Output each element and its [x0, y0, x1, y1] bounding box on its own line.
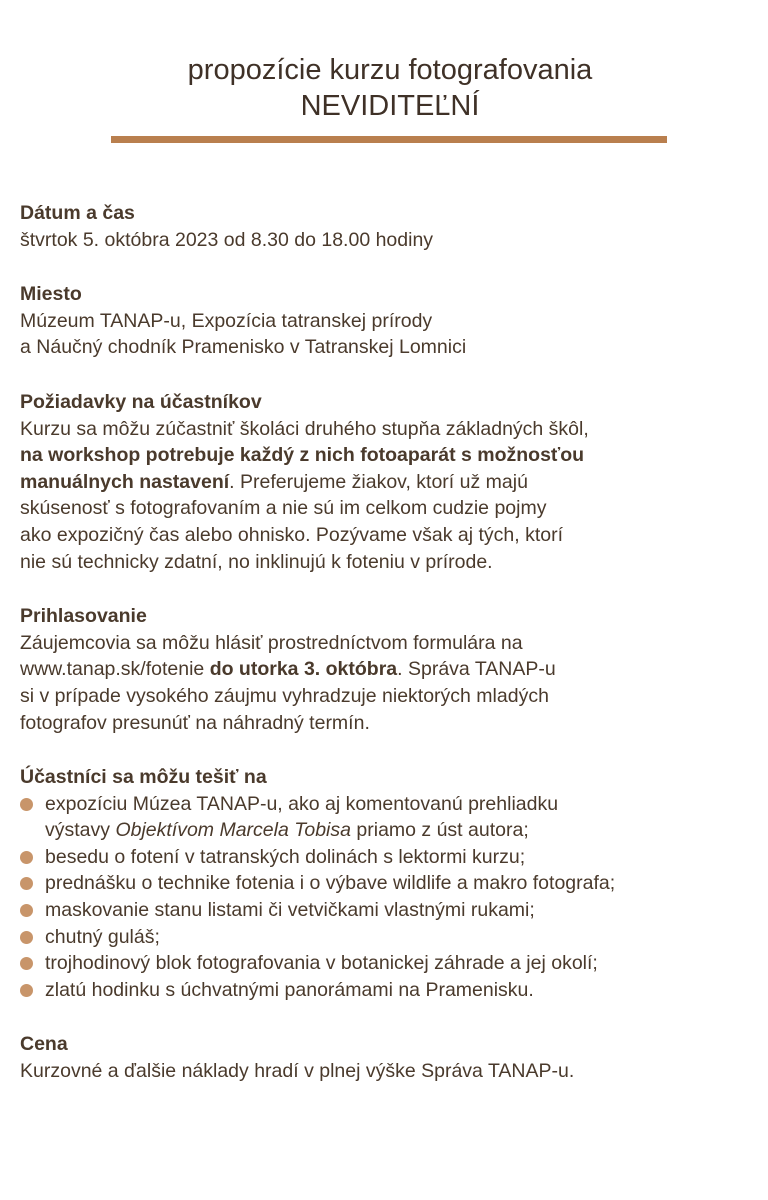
benefit-4: maskovanie stanu listami či vetvičkami vlastnými rukami;	[45, 899, 535, 922]
benefit-7: zlatú hodinku s úchvatnými panorámami na Pramenisku.	[45, 978, 534, 1001]
section-heading-requirements: Požiadavky na účastníkov	[20, 390, 262, 413]
section-heading-date: Dátum a čas	[20, 202, 135, 224]
section-price	[20, 1031, 750, 1084]
exhibition-title: Objektívom Marcela Tobisa	[115, 819, 351, 842]
list-item	[20, 870, 750, 897]
registration-url: www.tanap.sk/fotenie	[20, 658, 210, 681]
list-item	[20, 924, 750, 951]
section-requirements	[20, 389, 750, 575]
title-line-1: propozície kurzu fotografovania	[187, 54, 593, 86]
place-line-2: a Náučný chodník Pramenisko v Tatranskej Lomnici	[20, 336, 467, 359]
price-text: Kurzovné a ďalšie náklady hradí v plnej výške Správa TANAP-u.	[20, 1060, 575, 1083]
section-heading-price: Cena	[20, 1033, 68, 1056]
requirements-bold-2: manuálnych nastavení	[20, 470, 230, 493]
requirements-line-1: Kurzu sa môžu zúčastniť školáci druhého stupňa základných škôl,	[20, 417, 589, 440]
requirements-bold-1: na workshop potrebuje každý z nich fotoaparát s možnosťou	[20, 444, 585, 467]
list-item	[20, 897, 750, 924]
bullet-dot-icon	[20, 984, 33, 997]
registration-line-1: Záujemcovia sa môžu hlásiť prostredníctvom formulára na	[20, 631, 523, 654]
place-line-1: Múzeum TANAP-u, Expozícia tatranskej prírody	[20, 309, 433, 332]
bullet-dot-icon	[20, 931, 33, 944]
benefit-2: besedu o fotení v tatranských dolinách s lektormi kurzu;	[45, 845, 526, 868]
section-heading-registration: Prihlasovanie	[20, 605, 147, 628]
title-line-2: NEVIDITEĽNÍ	[300, 90, 480, 122]
bullet-dot-icon	[20, 877, 33, 890]
requirements-line-3-rest: . Preferujeme žiakov, ktorí už majú	[229, 470, 528, 493]
section-registration	[20, 603, 750, 736]
requirements-text	[20, 416, 750, 576]
requirements-line-5: ako expozičný čas alebo ohnisko. Pozývame však aj tých, ktorí	[20, 523, 564, 546]
benefit-5: chutný guláš;	[45, 925, 160, 948]
page-title	[0, 52, 768, 124]
benefit-1-line-2-b: priamo z úst autora;	[350, 819, 529, 842]
section-heading-benefits: Účastníci sa môžu tešiť na	[20, 766, 267, 789]
section-benefits	[20, 764, 750, 1003]
place-text	[20, 308, 750, 361]
list-item	[20, 844, 750, 871]
requirements-line-6: nie sú technicky zdatní, no inklinujú k foteniu v prírode.	[20, 550, 493, 573]
list-item	[20, 977, 750, 1004]
registration-line-2-rest: . Správa TANAP-u	[397, 658, 556, 681]
requirements-line-2	[20, 442, 750, 469]
benefit-6: trojhodinový blok fotografovania v botanickej záhrade a jej okolí;	[45, 952, 598, 975]
date-text: štvrtok 5. októbra 2023 od 8.30 do 18.00 hodiny	[20, 228, 434, 251]
section-date	[20, 200, 750, 253]
registration-deadline: do utorka 3. októbra	[209, 658, 398, 681]
benefit-1-line-1: expozíciu Múzea TANAP-u, ako aj komentovanú prehliadku	[45, 792, 559, 815]
bullet-dot-icon	[20, 957, 33, 970]
benefit-1-line-2-a: výstavy	[45, 819, 116, 842]
title-divider	[111, 136, 667, 143]
benefit-1-line-2	[45, 817, 750, 844]
section-heading-place: Miesto	[20, 283, 82, 306]
document-body	[20, 200, 750, 1113]
bullet-dot-icon	[20, 798, 33, 811]
section-place	[20, 281, 750, 361]
registration-line-2	[20, 656, 750, 683]
list-item	[20, 791, 750, 844]
requirements-line-4: skúsenosť s fotografovaním a nie sú im celkom cudzie pojmy	[20, 497, 547, 520]
registration-line-3: si v prípade vysokého záujmu vyhradzuje niektorých mladých	[20, 684, 549, 707]
bullet-dot-icon	[20, 851, 33, 864]
benefits-list	[20, 791, 750, 1004]
registration-line-4: fotografov presunúť na náhradný termín.	[20, 711, 370, 734]
requirements-line-3	[20, 469, 750, 496]
registration-text	[20, 630, 750, 736]
benefit-3: prednášku o technike fotenia i o výbave wildlife a makro fotografa;	[45, 872, 616, 895]
list-item	[20, 950, 750, 977]
bullet-dot-icon	[20, 904, 33, 917]
